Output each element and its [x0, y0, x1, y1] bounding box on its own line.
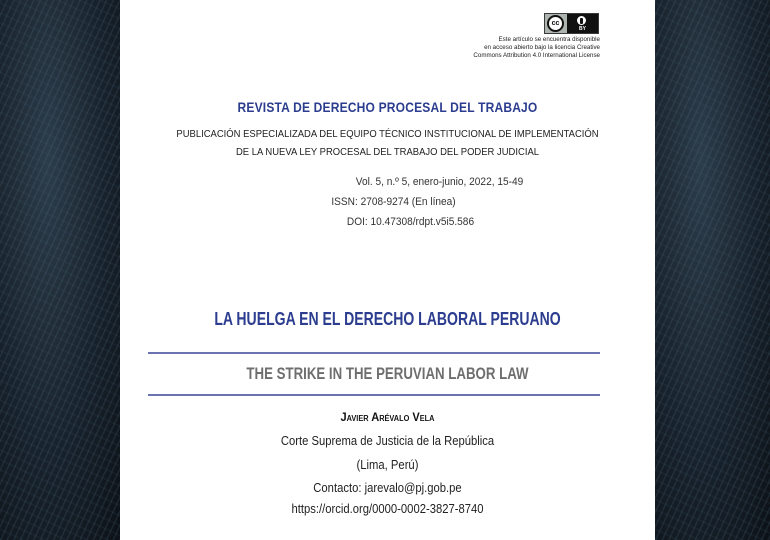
- article-title-es-text: LA HUELGA EN EL DERECHO LABORAL PERUANO: [214, 309, 561, 329]
- license-note-line: en acceso abierto bajo la licencia Creative: [484, 44, 600, 51]
- author-contact-email[interactable]: Contacto: jarevalo@pj.gob.pe: [313, 481, 462, 495]
- journal-subtitle-line: PUBLICACIÓN ESPECIALIZADA DEL EQUIPO TÉCNICO INSTITUCIONAL DE IMPLEMENTACIÓN: [176, 128, 599, 140]
- author-affiliation: Corte Suprema de Justicia de la República: [280, 434, 495, 448]
- attribution-person-icon: [576, 15, 587, 26]
- license-note-line: Este artículo se encuentra disponible: [498, 36, 600, 43]
- license-note: [420, 36, 600, 60]
- by-label: BY: [579, 26, 586, 32]
- license-note-line: Commons Attribution 4.0 International License: [473, 52, 600, 59]
- journal-title: REVISTA DE DERECHO PROCESAL DEL TRABAJO: [237, 99, 538, 115]
- background-texture-right: [655, 0, 770, 540]
- background-texture-left: [0, 0, 120, 540]
- article-page: [120, 0, 655, 540]
- cc-logo-icon: cc: [547, 15, 564, 32]
- issn-info: ISSN: 2708-9274 (En línea): [331, 196, 456, 208]
- article-title-es: [179, 309, 596, 330]
- title-divider-bottom: [148, 394, 600, 396]
- author-name: Javier Arévalo Vela: [340, 410, 435, 424]
- volume-info: Vol. 5, n.º 5, enero-junio, 2022, 15-49: [355, 176, 524, 188]
- article-title-en: [179, 364, 596, 384]
- doi-link[interactable]: DOI: 10.47308/rdpt.v5i5.586: [346, 216, 475, 228]
- title-divider-top: [148, 352, 600, 354]
- author-location: (Lima, Perú): [356, 458, 419, 472]
- journal-subtitle-line: DE LA NUEVA LEY PROCESAL DEL TRABAJO DEL PODER JUDICIAL: [235, 146, 540, 158]
- article-title-en-text: THE STRIKE IN THE PERUVIAN LABOR LAW: [246, 364, 529, 383]
- creative-commons-by-icon[interactable]: [544, 13, 599, 34]
- author-orcid-link[interactable]: https://orcid.org/0000-0002-3827-8740: [291, 502, 484, 516]
